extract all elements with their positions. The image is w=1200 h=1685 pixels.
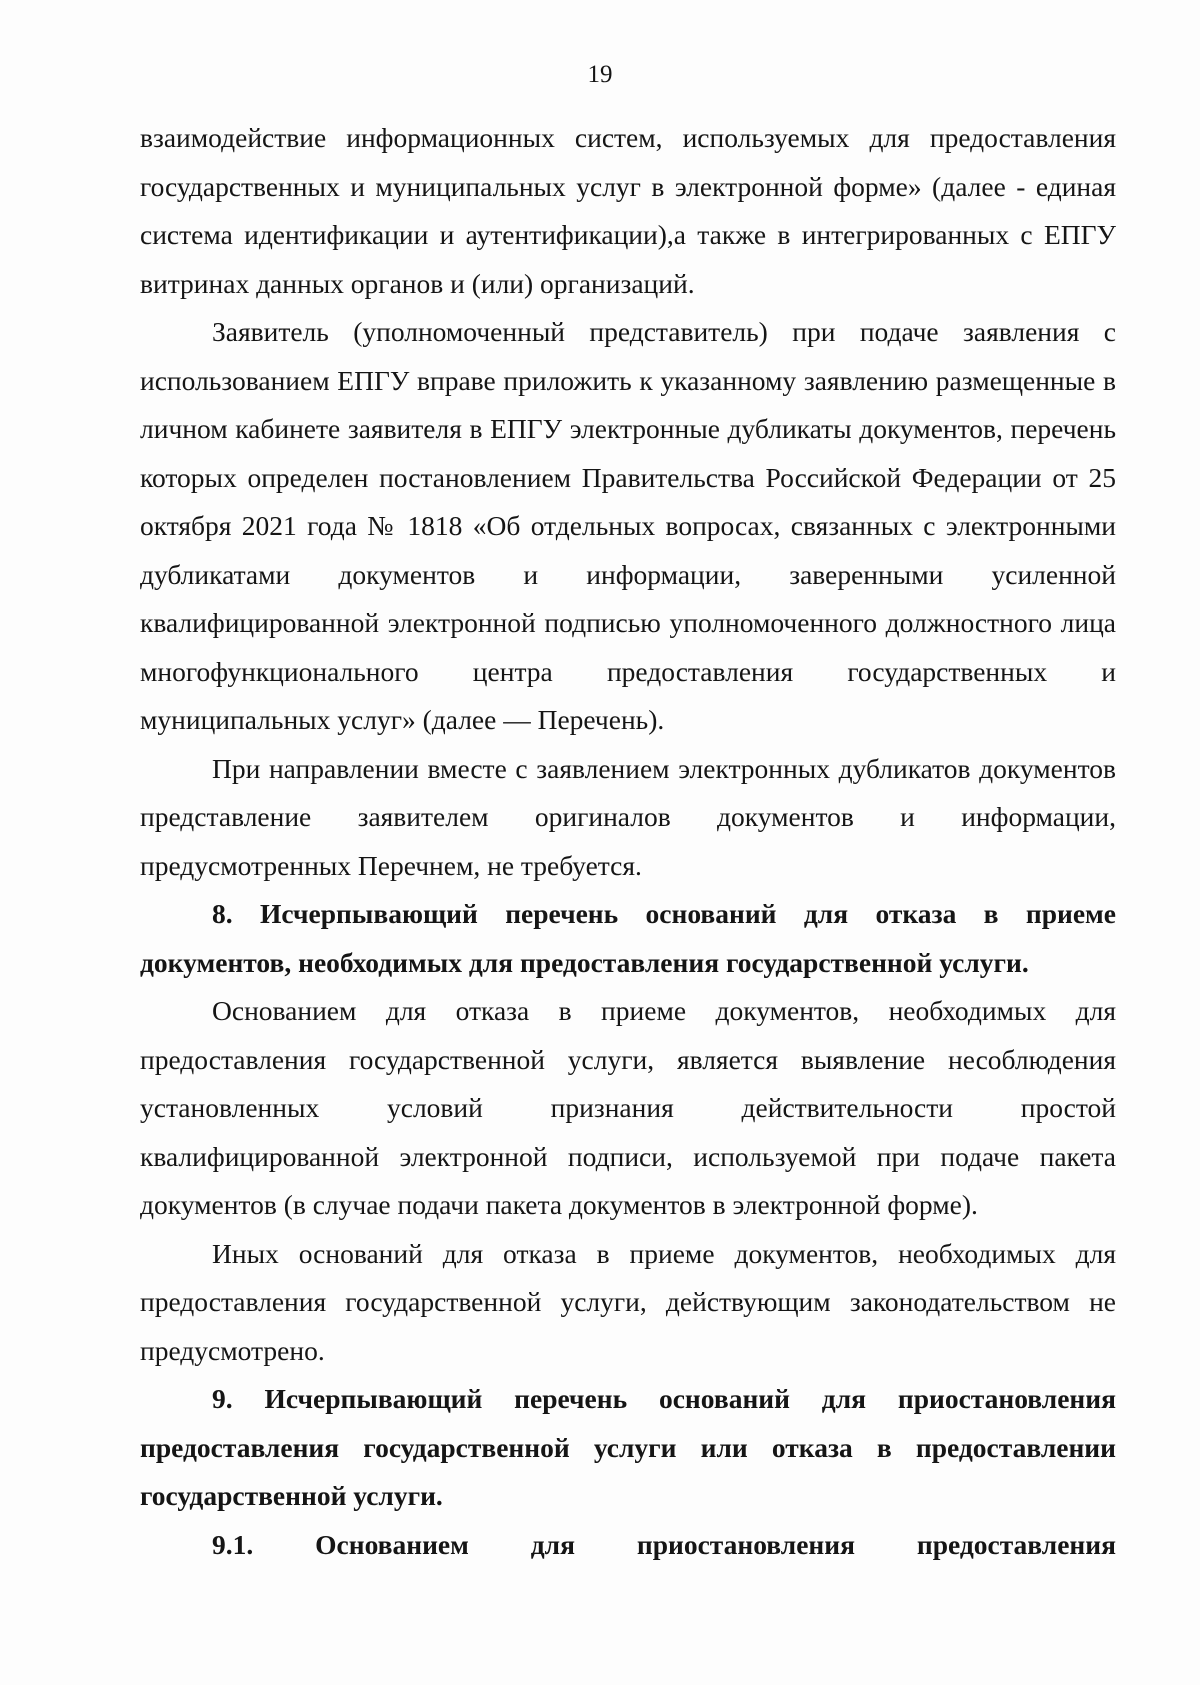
paragraph-continuation: взаимодействие информационных систем, используемых для предоставления государственных и муниципальных услуг в электронной форме» (далее - единая система идентификации и аутентификации),а также в интегрированных с ЕПГУ витринах данных органов и (или) организаций. [140, 122, 1116, 299]
paragraph-refusal-ground: Основанием для отказа в приеме документов, необходимых для предоставления государственной услуги, является выявление несоблюдения установленных условий признания действительности простой квалифицированной электронной подписи, используемой при подаче пакета документов (в случае подачи пакета документов в электронной форме). [140, 995, 1116, 1220]
page-number: 19 [587, 61, 613, 88]
paragraph-no-other-grounds: Иных оснований для отказа в приеме документов, необходимых для предоставления государственной услуги, действующим законодательством не предусмотрено. [140, 1237, 1116, 1366]
section-heading-9-1: 9.1. Основанием для приостановления предоставления [212, 1528, 1116, 1560]
document-body [140, 114, 1116, 1569]
section-heading-8: 8. Исчерпывающий перечень оснований для отказа в приеме документов, необходимых для предоставления государственной услуги. [140, 898, 1116, 978]
paragraph-applicant-duplicates: Заявитель (уполномоченный представитель) при подаче заявления с использованием ЕПГУ вправе приложить к указанному заявлению размещенные в личном кабинете заявителя в ЕПГУ электронные дубликаты документов, перечень которых определен постановлением Правительства Российской Федерации от 25 октября 2021 года № 1818 «Об отдельных вопросах, связанных с электронными дубликатами документов и информации, заверенными усиленной квалифицированной электронной подписью уполномоченного должностного лица многофункционального центра предоставления государственных и муниципальных услуг» (далее — Перечень). [140, 316, 1116, 735]
paragraph-originals-not-required: При направлении вместе с заявлением электронных дубликатов документов представление заявителем оригиналов документов и информации, предусмотренных Перечнем, не требуется. [140, 752, 1116, 881]
section-heading-9: 9. Исчерпывающий перечень оснований для приостановления предоставления государственной услуги или отказа в предоставлении государственной услуги. [140, 1383, 1116, 1511]
